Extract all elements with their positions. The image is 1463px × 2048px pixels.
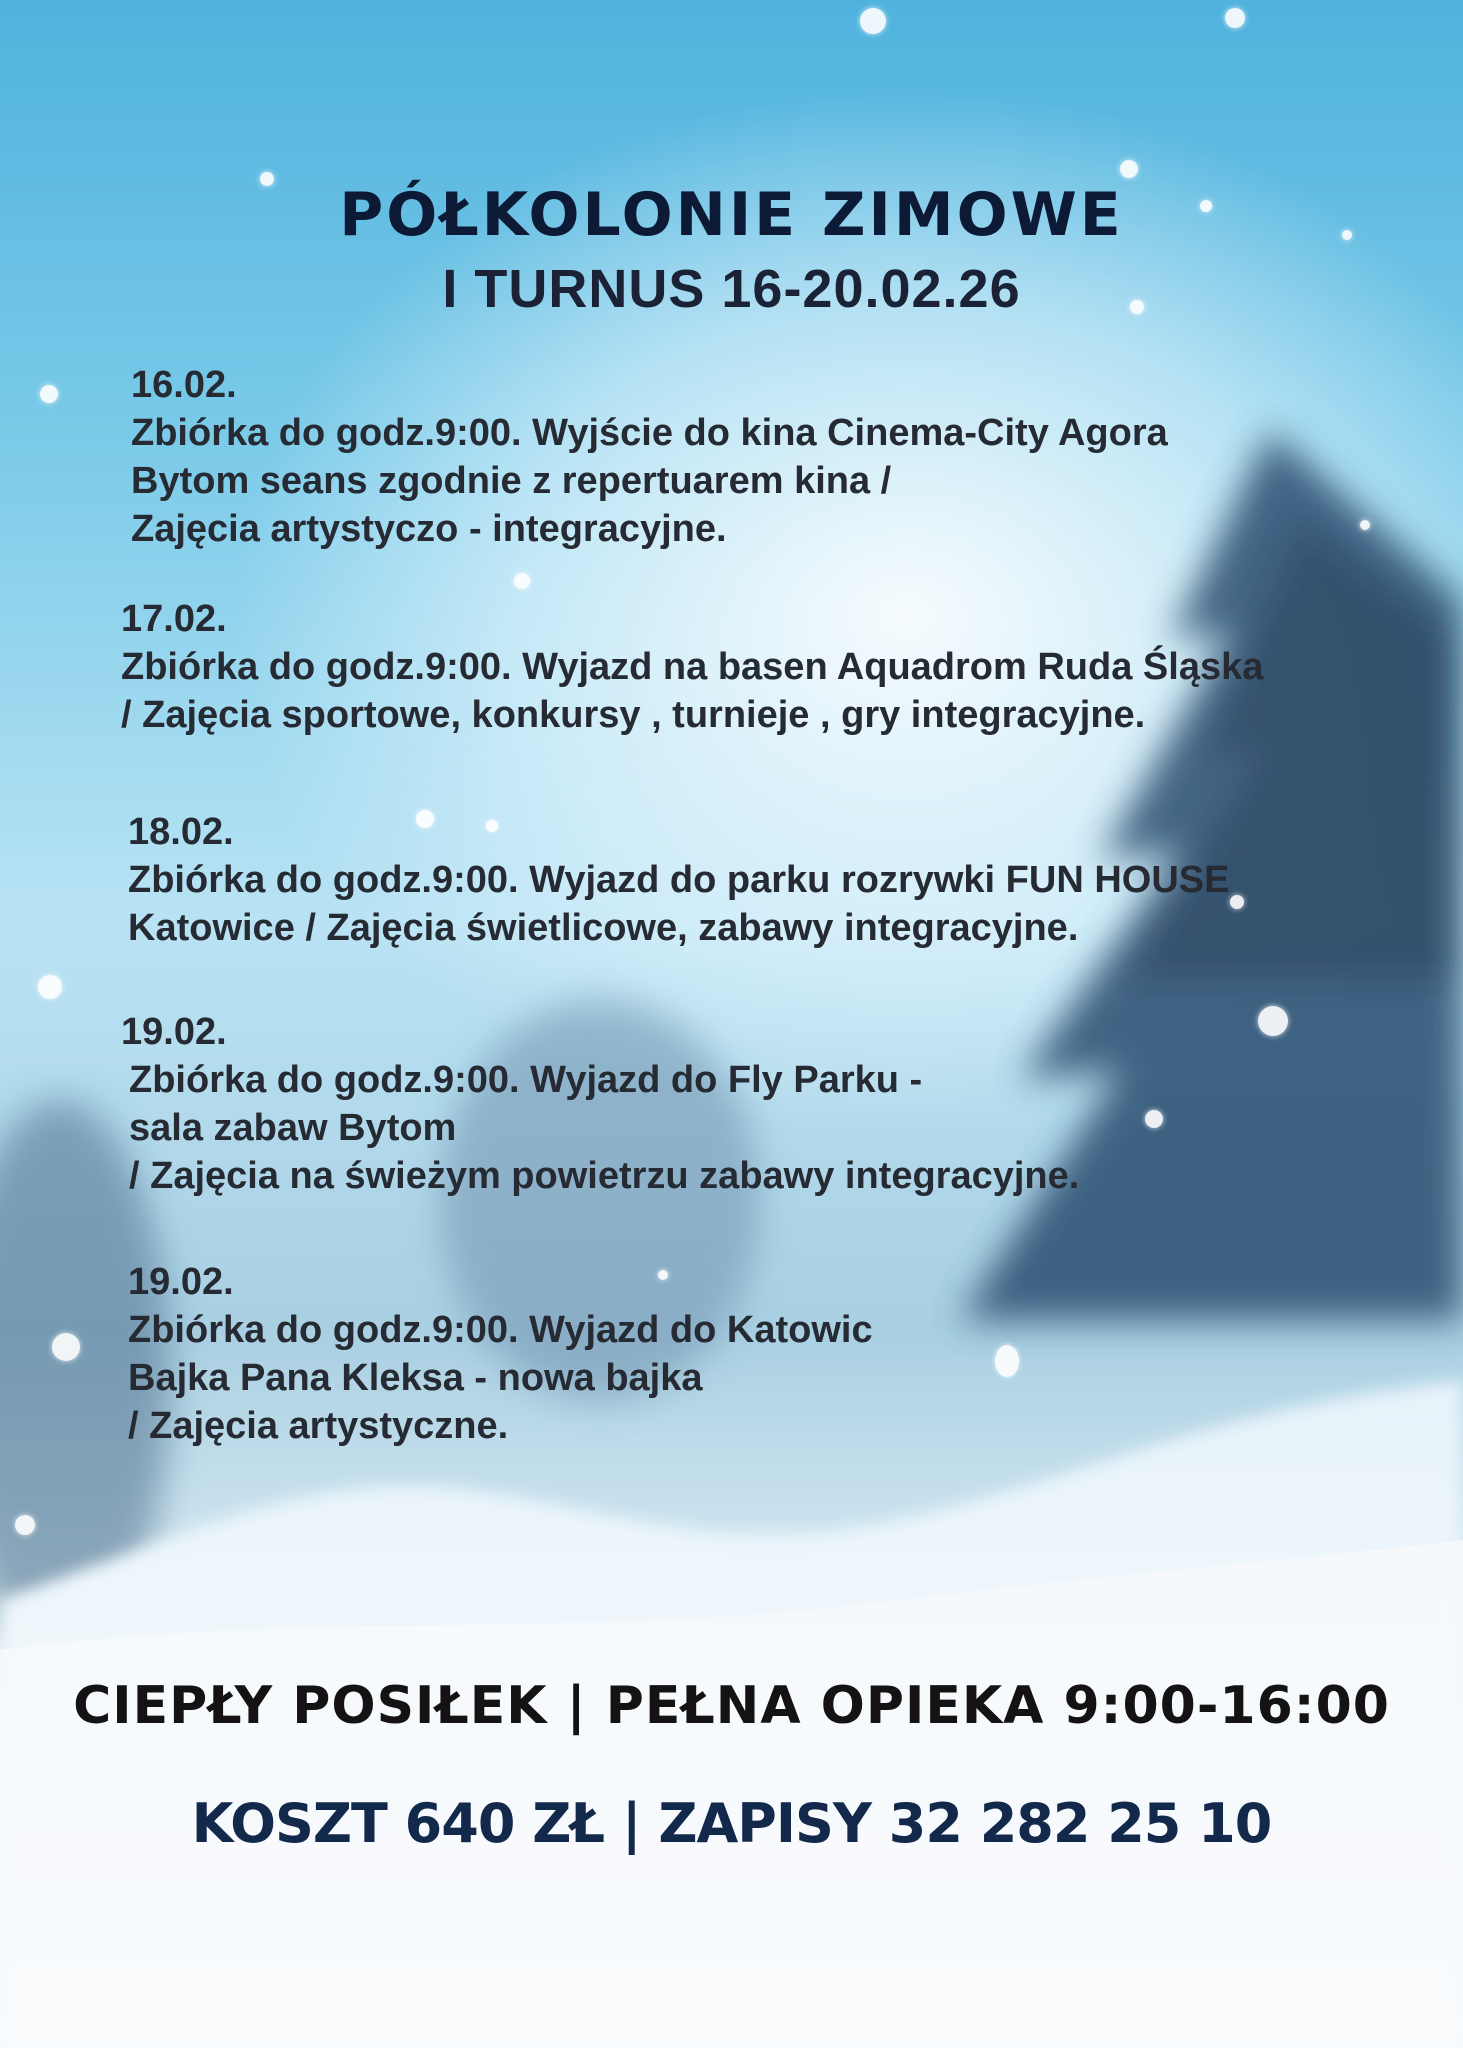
day-description-line: / Zajęcia sportowe, konkursy , turnieje , gry integracyjne. — [121, 694, 1146, 736]
snowflake-icon — [995, 1345, 1019, 1377]
day-description-line: Bytom seans zgodnie z repertuarem kina / — [131, 460, 892, 502]
schedule-day-3 — [128, 808, 1229, 952]
day-description-line: sala zabaw Bytom — [129, 1107, 457, 1149]
day-date: 19.02. — [121, 1011, 227, 1053]
schedule-day-2 — [121, 595, 1263, 739]
snowflake-icon — [1258, 1006, 1288, 1036]
schedule-day-4 — [121, 1008, 1079, 1200]
snowflake-icon — [52, 1333, 80, 1361]
day-description-line: Zbiórka do godz.9:00. Wyjazd do Fly Parku - — [129, 1059, 923, 1101]
day-description-line: Zbiórka do godz.9:00. Wyjście do kina Cinema-City Agora — [131, 412, 1168, 454]
snowflake-icon — [1360, 520, 1370, 530]
snowflake-icon — [38, 975, 62, 999]
day-description-line: Zbiórka do godz.9:00. Wyjazd na basen Aquadrom Ruda Śląska — [121, 646, 1264, 688]
day-description-line: / Zajęcia na świeżym powietrzu zabawy integracyjne. — [129, 1155, 1080, 1197]
snowflake-icon — [1230, 895, 1244, 909]
day-description-line: Bajka Pana Kleksa - nowa bajka — [128, 1357, 703, 1399]
day-date: 18.02. — [128, 811, 234, 853]
cost-and-signup-info: KOSZT 640 ZŁ | ZAPISY 32 282 25 10 — [191, 1792, 1272, 1855]
day-description-line: Zbiórka do godz.9:00. Wyjazd do Katowic — [128, 1309, 873, 1351]
page-subtitle: I TURNUS 16-20.02.26 — [442, 259, 1021, 319]
day-description-line: Zbiórka do godz.9:00. Wyjazd do parku rozrywki FUN HOUSE — [128, 859, 1230, 901]
snowflake-icon — [1145, 1110, 1163, 1128]
schedule-day-5 — [128, 1258, 873, 1450]
day-description-line: Katowice / Zajęcia świetlicowe, zabawy integracyjne. — [128, 907, 1079, 949]
meal-and-care-info: CIEPŁY POSIŁEK | PEŁNA OPIEKA 9:00-16:00 — [73, 1676, 1390, 1736]
day-date: 16.02. — [131, 364, 237, 406]
page-title: PÓŁKOLONIE ZIMOWE — [339, 180, 1124, 250]
snowflake-icon — [860, 8, 886, 34]
day-description-line: / Zajęcia artystyczne. — [128, 1405, 509, 1447]
schedule-day-1 — [131, 361, 1168, 553]
day-date: 19.02. — [128, 1261, 234, 1303]
snowflake-icon — [40, 385, 58, 403]
snowflake-icon — [15, 1515, 35, 1535]
snowflake-icon — [1225, 8, 1245, 28]
day-description-line: Zajęcia artystyczo - integracyjne. — [131, 508, 727, 550]
snowflake-icon — [514, 573, 530, 589]
snowflake-icon — [1120, 160, 1138, 178]
day-date: 17.02. — [121, 598, 227, 640]
